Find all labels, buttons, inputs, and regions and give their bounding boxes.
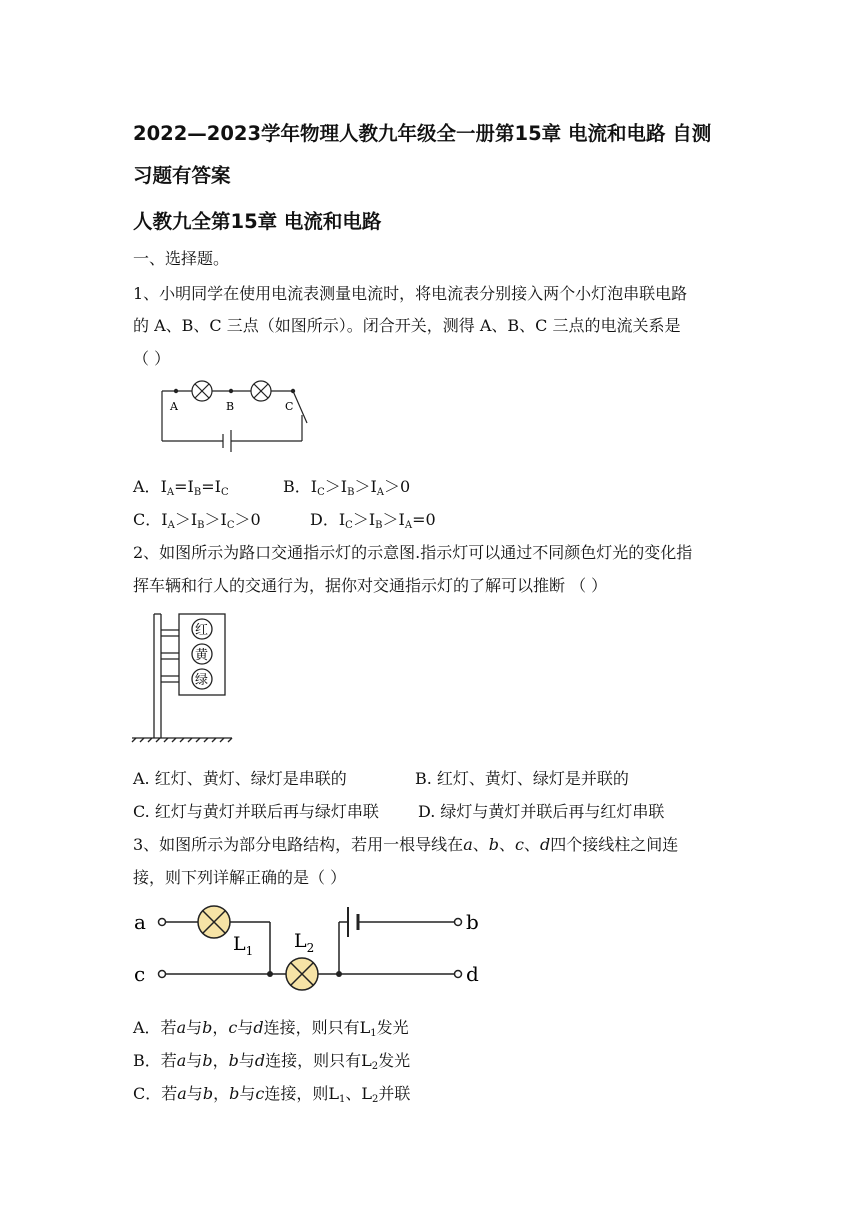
q1-option-a: A．$I_A=I_B=I_C$ [133,477,229,498]
q1-fig-label-b: B [226,400,235,413]
doc-title-line1: 2022—2023学年物理人教九年级全一册第15章 电流和电路 自测 [133,122,712,145]
q3-fig-lamp-l2-label: $L_2$ [294,930,315,955]
q3-fig-terminal-a: a [134,910,146,934]
q2-fig-yellow-light: 黄 [195,648,209,663]
q3-option-c: C．若a与b，b与c连接，则$L_1$、$L_2$并联 [133,1084,411,1105]
q3-fig-terminal-c: c [134,962,146,986]
q2-fig-red-light: 红 [195,623,209,638]
q3-circuit-diagram [128,895,488,1000]
q2-option-a: A. 红灯、黄灯、绿灯是串联的 [133,769,347,788]
q2-fig-green-light: 绿 [195,673,209,688]
doc-title-line2: 习题有答案 [133,164,231,187]
q1-fig-label-c: C [285,400,294,413]
q3-fig-terminal-d: d [466,962,479,986]
section-heading: 一、选择题。 [133,249,230,268]
q2-traffic-light-diagram [128,608,238,748]
doc-subtitle: 人教九全第15章 电流和电路 [133,210,382,233]
q1-option-b: B．$I_C>I_B>I_A>0$ [283,477,411,498]
q1-text-line2: 的 A、B、C 三点（如图所示）。闭合开关，测得 A、B、C 三点的电流关系是 [133,316,681,335]
q1-text-line1: 1、小明同学在使用电流表测量电流时，将电流表分别接入两个小灯泡串联电路 [133,284,688,303]
q1-fig-label-a: A [170,400,178,413]
q1-circuit-diagram [150,375,320,455]
q2-option-d: D. 绿灯与黄灯并联后再与红灯串联 [418,802,665,821]
q3-fig-terminal-b: b [466,910,479,934]
q3-option-a: A．若a与b，c与d连接，则只有$L_1$发光 [133,1018,409,1039]
q2-option-c: C. 红灯与黄灯并联后再与绿灯串联 [133,802,379,821]
q2-text-line2: 挥车辆和行人的交通行为，据你对交通指示灯的了解可以推断 （ ） [133,576,608,595]
q3-text-line2: 接，则下列详解正确的是（ ） [133,868,347,887]
q3-text-line1: 3、如图所示为部分电路结构，若用一根导线在a、b、c、d四个接线柱之间连 [133,835,679,854]
q1-option-d: D．$I_C>I_B>I_A=0$ [310,510,436,531]
q1-option-c: C．$I_A>I_B>I_C>0$ [133,510,261,531]
q2-option-b: B. 红灯、黄灯、绿灯是并联的 [415,769,629,788]
q3-fig-lamp-l1-label: $L_1$ [233,933,254,958]
q2-text-line1: 2、如图所示为路口交通指示灯的示意图.指示灯可以通过不同颜色灯光的变化指 [133,543,693,562]
q3-option-b: B．若a与b，b与d连接，则只有$L_2$发光 [133,1051,411,1072]
q1-text-line3: （ ） [133,349,171,368]
